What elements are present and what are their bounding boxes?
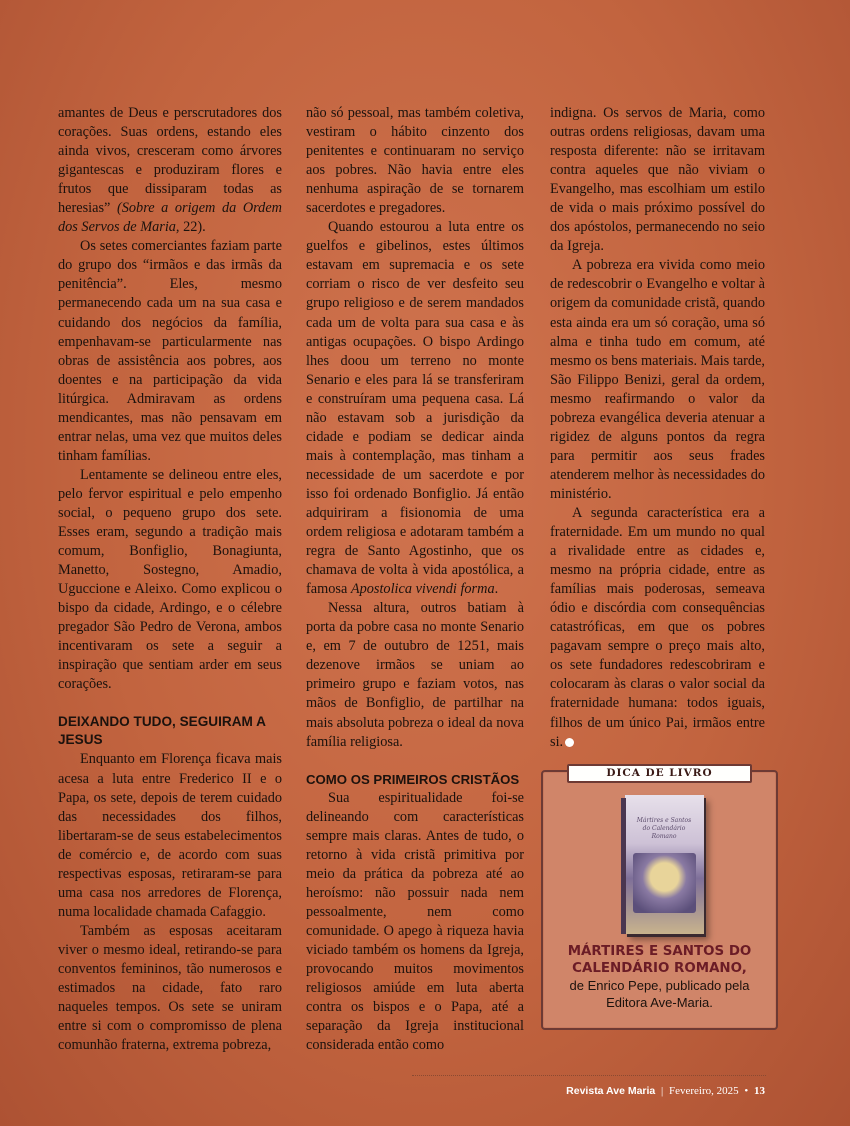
- column-1: [58, 104, 282, 1055]
- book-spine: [621, 798, 626, 934]
- section-heading: DEIXANDO TUDO, SEGUIRAM A JESUS: [58, 714, 266, 748]
- section-heading: COMO OS PRIMEIROS CRISTÃOS: [306, 771, 520, 787]
- column-3: [550, 104, 765, 752]
- book-tag: DICA DE LIVRO: [567, 764, 752, 783]
- book-subtitle: de Enrico Pepe, publicado pela Editora Ave-Maria.: [569, 978, 750, 1010]
- page-footer: [566, 1085, 765, 1097]
- paragraph: A segunda característica era a fraternidade. Em um mundo no qual a rivalidade entre as cidades e, mesmo na própria cidade, entre as famílias mais poderosas, semeava ódio e discórdia com consequências catastróficas, em que os pobres pagavam sempre o preço mais alto, os sete fundadores redescobriram e colocaram às claras o valor social da fraternidade humana: todos iguais, filhos de um único Pai, irmãos entre si.: [550, 504, 765, 750]
- magazine-name: Revista Ave Maria: [566, 1085, 656, 1097]
- footer-bullet: •: [744, 1085, 749, 1097]
- book-recommendation-box: [541, 767, 778, 1030]
- paragraph: Nessa altura, outros batiam à porta da pobre casa no monte Senario e, em 7 de outubro de 1251, mais dezenove irmãos se uniam ao primeiro grupo e faziam votos, nas mãos de Bonfiglio, de partilhar na mais absoluta pobreza o ideal da nova família religiosa.: [306, 600, 524, 750]
- citation: (Sobre a origem da Ordem dos Servos de Maria,: [58, 200, 282, 236]
- paragraph: Também as esposas aceitaram viver o mesmo ideal, retirando-se para conventos femininos, tão numerosos e estimados na cidade, fato raro naqueles tempos. Os sete se uniram entre si com o compromisso de plena comunhão fraterna, extrema pobreza,: [58, 922, 282, 1054]
- latin-phrase: Apostolica vivendi forma: [350, 581, 495, 598]
- paragraph: indigna. Os servos de Maria, como outras ordens religiosas, davam uma resposta diferente: não se irritavam contra aqueles que não viviam o Evangelho, mas escolhiam um estilo de vida o mais próximo possível do dos apóstolos, permanecendo no seio da Igreja.: [550, 105, 765, 255]
- paragraph: Sua espiritualidade foi-se delineando com características sempre mais claras. Antes de tudo, o retorno à vida cristã primitiva por meio da prática da pobreza até ao heroísmo: não possuir nada nem pessoalmente, nem como comunidade. O apego à riqueza havia viciado também os homens da Igreja, provocando muitos movimentos religiosos amiúde em luta aberta contra os bispos e o Papa, até a separação da Igreja institucional considerada então como: [306, 789, 524, 1054]
- end-mark-icon: [565, 738, 574, 747]
- book-title: MÁRTIRES E SANTOS DO CALENDÁRIO ROMANO,: [567, 944, 752, 976]
- paragraph: Enquanto em Florença ficava mais acesa a luta entre Frederico II e o Papa, os sete, depois de terem cuidado das necessidades dos filhos, libertaram-se de seus estabelecimentos de comércio e, de acordo com suas respectivas esposas, retiraram-se para uma casa nos arredores de Florença, numa localidade chamada Cafaggio.: [58, 751, 282, 920]
- paragraph: não só pessoal, mas também coletiva, vestiram o hábito cinzento dos penitentes e continuaram no serviço aos pobres. Não havia entre eles nenhuma aspiração de se tornarem sacerdotes e pregadores.: [306, 105, 524, 217]
- book-cover: [625, 795, 704, 934]
- footer-divider: [412, 1075, 766, 1076]
- page-number: 13: [754, 1085, 765, 1097]
- paragraph: amantes de Deus e perscrutadores dos corações. Suas ordens, estando eles ainda vivos, cresceram como árvores gigantescas e produziram flores e frutos que dissiparam todas as heresias” (Sobre a origem da Ordem dos Servos de Maria, 22).: [58, 105, 282, 236]
- footer-separator: |: [661, 1085, 664, 1097]
- paragraph: Os setes comerciantes faziam parte do grupo dos “irmãos e das irmãs da penitência”. Eles, mesmo permanecendo cada um na sua casa e cuidando dos negócios da família, empenhavam-se particularmente nas obras de assistência aos pobres, aos doentes e na participação da vida litúrgica. Admiravam as ordens mendicantes, mas não pensavam em entrar nelas, uma vez que muitos deles tinham famílias.: [58, 238, 282, 464]
- book-cover-title: Mártires e Santos do Calendário Romano: [636, 817, 692, 840]
- paragraph: A pobreza era vivida como meio de redescobrir o Evangelho e voltar à origem da comunidade cristã, quando esta ainda era um só coração, uma só alma e tinha tudo em comum, até mesmo os bens materiais. Mais tarde, São Filippo Benizi, geral da ordem, mesmo reafirmando o valor da pobreza evangélica deveria atenuar a rigidez de alguns pontos da regra para permitir aos seus frades atenderem melhor às necessidades do ministério.: [550, 257, 765, 502]
- column-2: [306, 104, 524, 1055]
- paragraph: Lentamente se delineou entre eles, pelo fervor espiritual e pelo empenho social, o pequeno grupo dos sete. Esses eram, segundo a tradição mais comum, Bonfiglio, Bonagiunta, Manetto, Sostegno, Amadio, Uguccione e Aleixo. Como explicou o bispo da cidade, Ardingo, e o célebre pregador São Pedro de Verona, ambos incentivaram os sete a seguir a inspiração que sentiam arder em seus corações.: [58, 466, 282, 693]
- issue-date: Fevereiro, 2025: [668, 1085, 739, 1097]
- paragraph: Quando estourou a luta entre os guelfos e gibelinos, estes últimos estavam em supremacia e os sete corriam o risco de ver desfeito seu grupo religioso e de serem mandados cada um de volta para sua casa e às antigas ocupações. O bispo Ardingo lhes doou um terreno no monte Senario e eles para lá se transferiram e construíram uma pequena casa. Lá não estavam sob a jurisdição da cidade e podiam se dedicar ainda mais à contemplação, mas tinham a necessidade de um sacerdote e por isso foi ordenado Bonfiglio. Já então adquiriram a fisionomia de uma ordem religiosa e adotaram também a regra de Santo Agostinho, que os chamava de volta à vida apostólica, a famosa Apostolica vivendi forma.: [306, 219, 524, 598]
- book-cover-illustration-icon: [633, 853, 696, 913]
